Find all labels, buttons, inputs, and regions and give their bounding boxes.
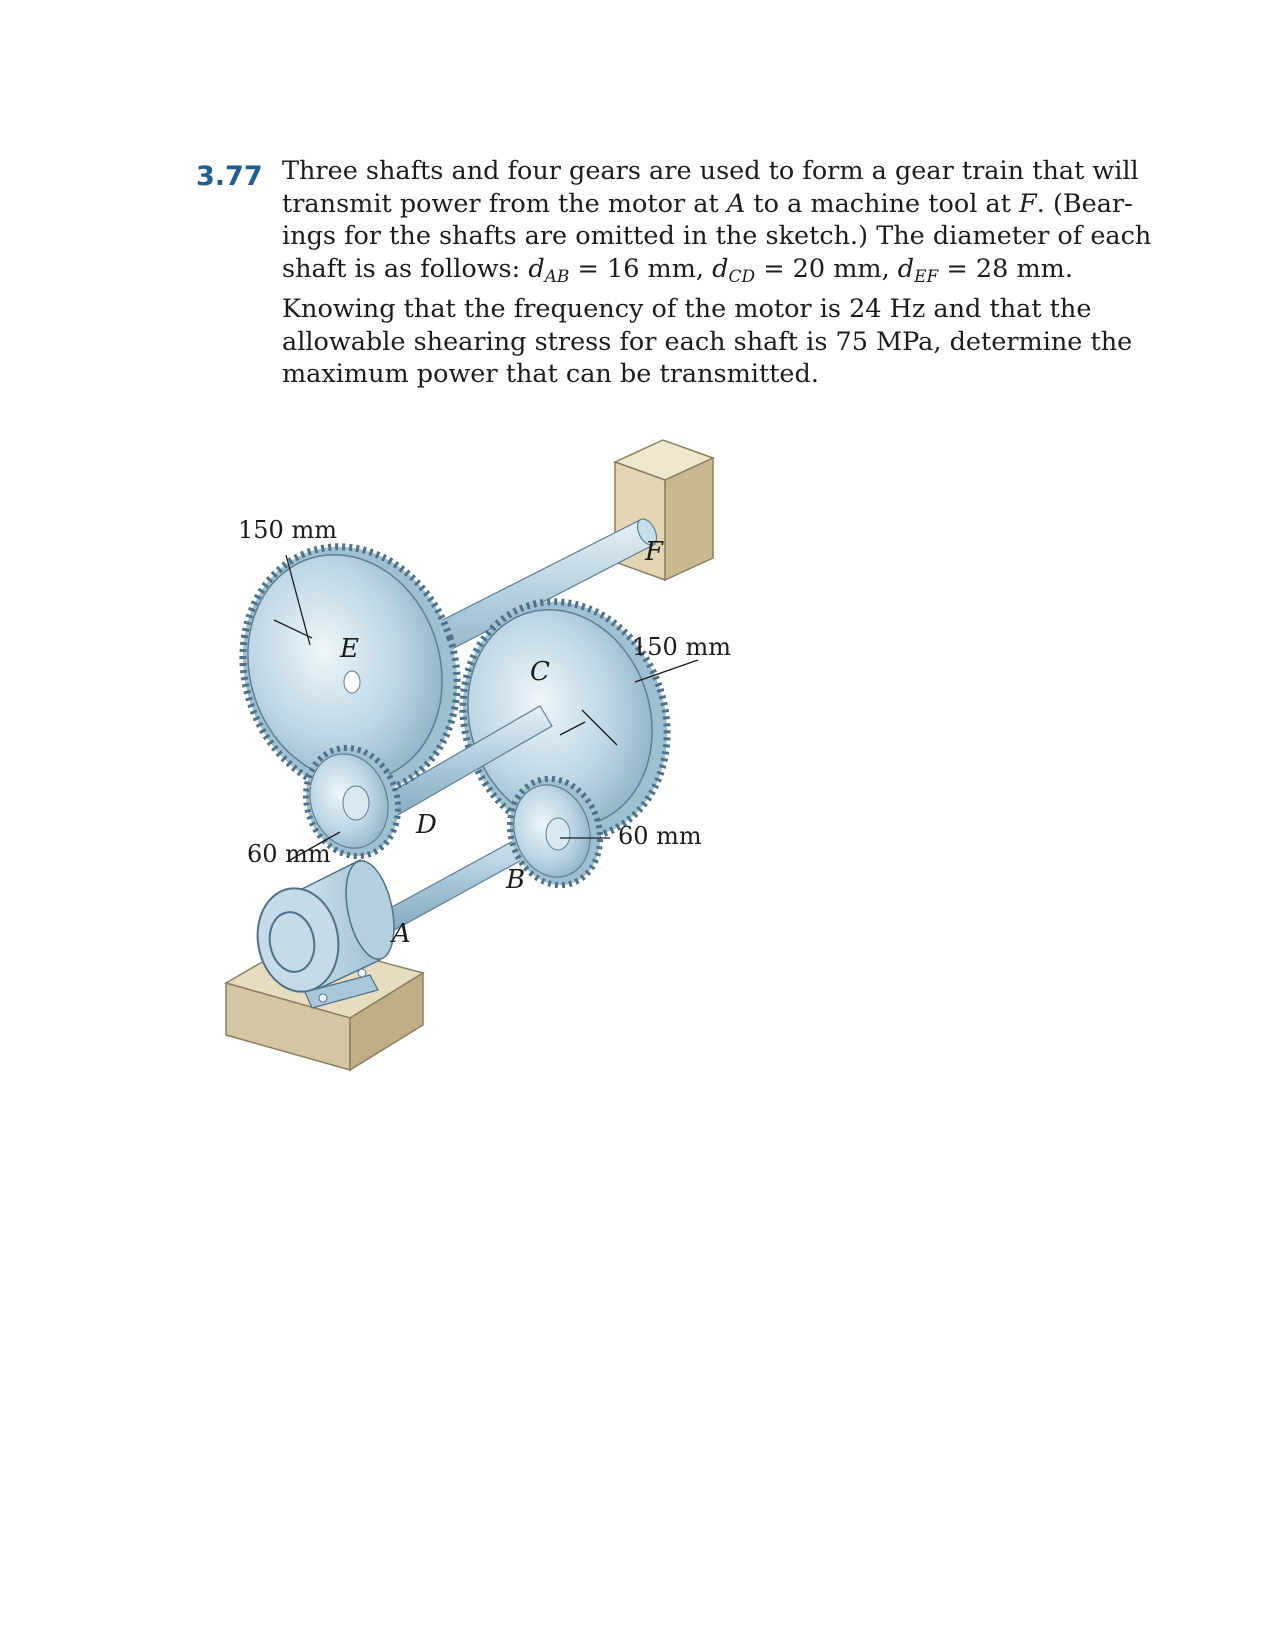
machine-tool-block — [615, 440, 713, 580]
problem-text — [282, 155, 1152, 391]
subscript: EF — [914, 266, 939, 287]
italic-symbol: F — [1019, 188, 1037, 219]
problem-line: maximum power that can be transmitted. — [282, 359, 819, 389]
gear-train-figure — [0, 420, 1275, 1120]
dim-label-gear-D: 60 mm — [247, 840, 331, 868]
italic-symbol: d — [897, 253, 915, 284]
problem-line: shaft is as follows: $d_{AB} = 16$ mm, $d_{CD} = 20$ mm, $d_{EF} = 28$ mm. — [282, 253, 1073, 287]
label-D: D — [416, 810, 437, 840]
dim-label-gear-C: 150 mm — [632, 633, 731, 661]
label-A: A — [392, 919, 411, 949]
dim-label-gear-E: 150 mm — [238, 516, 337, 544]
problem-number: 3.77 — [196, 161, 263, 192]
italic-symbol: A — [726, 188, 746, 219]
label-F: F — [645, 537, 664, 567]
italic-symbol: d — [528, 253, 545, 284]
problem-line: Three shafts and four gears are used to form a gear train that will — [282, 156, 1139, 186]
label-B: B — [506, 865, 526, 895]
subscript: AB — [544, 266, 570, 287]
problem-line: allowable shearing stress for each shaft is 75 MPa, determine the — [282, 326, 1133, 357]
label-C: C — [530, 657, 550, 687]
dim-label-gear-B: 60 mm — [618, 822, 702, 850]
problem-line: ings for the shafts are omitted in the sketch.) The diameter of each — [282, 221, 1152, 251]
italic-symbol: d — [712, 253, 729, 284]
label-E: E — [340, 634, 359, 664]
problem-line: Knowing that the frequency of the motor is 24 Hz and that the — [282, 294, 1092, 324]
subscript: CD — [728, 266, 756, 287]
problem-line: transmit power from the motor at A to a machine tool at F. (Bear- — [282, 188, 1133, 219]
